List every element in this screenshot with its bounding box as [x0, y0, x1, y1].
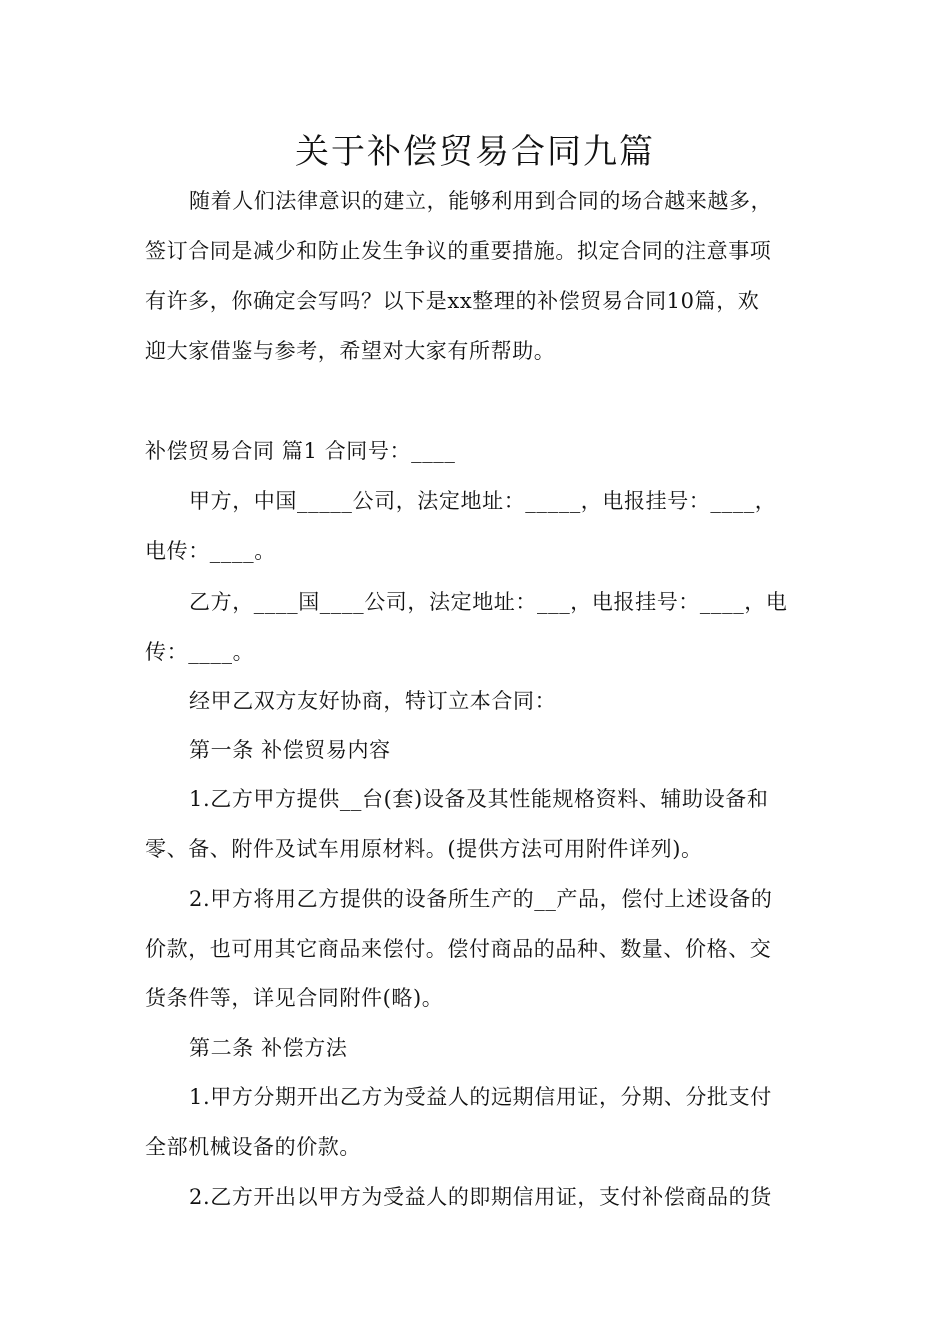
paragraph-line: 乙方，____国____公司，法定地址：___，电报挂号：____，电 — [189, 590, 788, 614]
paragraph-line: 传：____。 — [145, 640, 255, 664]
paragraph-line: 2.甲方将用乙方提供的设备所生产的__产品，偿付上述设备的 — [189, 887, 773, 911]
paragraph-line: 随着人们法律意识的建立，能够利用到合同的场合越来越多， — [189, 189, 773, 213]
paragraph-line: 电传：____。 — [145, 539, 276, 563]
paragraph-line: 有许多，你确定会写吗？以下是xx整理的补偿贸易合同10篇，欢 — [145, 289, 760, 313]
paragraph-line: 甲方，中国_____公司，法定地址：_____，电报挂号：____， — [189, 489, 777, 513]
paragraph-line: 1.乙方甲方提供__台(套)设备及其性能规格资料、辅助设备和 — [189, 787, 769, 811]
paragraph-line: 价款，也可用其它商品来偿付。偿付商品的品种、数量、价格、交 — [145, 937, 772, 961]
paragraph-line: 全部机械设备的价款。 — [145, 1135, 361, 1159]
paragraph-line: 经甲乙双方友好协商，特订立本合同： — [189, 689, 557, 713]
paragraph-line: 签订合同是减少和防止发生争议的重要措施。拟定合同的注意事项 — [145, 239, 772, 263]
paragraph-line: 迎大家借鉴与参考，希望对大家有所帮助。 — [145, 339, 556, 363]
article-heading: 第一条 补偿贸易内容 — [189, 738, 391, 762]
document-title: 关于补偿贸易合同九篇 — [295, 132, 655, 172]
paragraph-line: 货条件等，详见合同附件(略)。 — [145, 986, 444, 1010]
article-heading: 第二条 补偿方法 — [189, 1036, 348, 1060]
paragraph-line: 2.乙方开出以甲方为受益人的即期信用证，支付补偿商品的货 — [189, 1185, 772, 1209]
paragraph-line: 1.甲方分期开出乙方为受益人的远期信用证，分期、分批支付 — [189, 1085, 772, 1109]
contract-heading: 补偿贸易合同 篇1 合同号：____ — [145, 439, 456, 463]
paragraph-line: 零、备、附件及试车用原材料。(提供方法可用附件详列)。 — [145, 837, 703, 861]
